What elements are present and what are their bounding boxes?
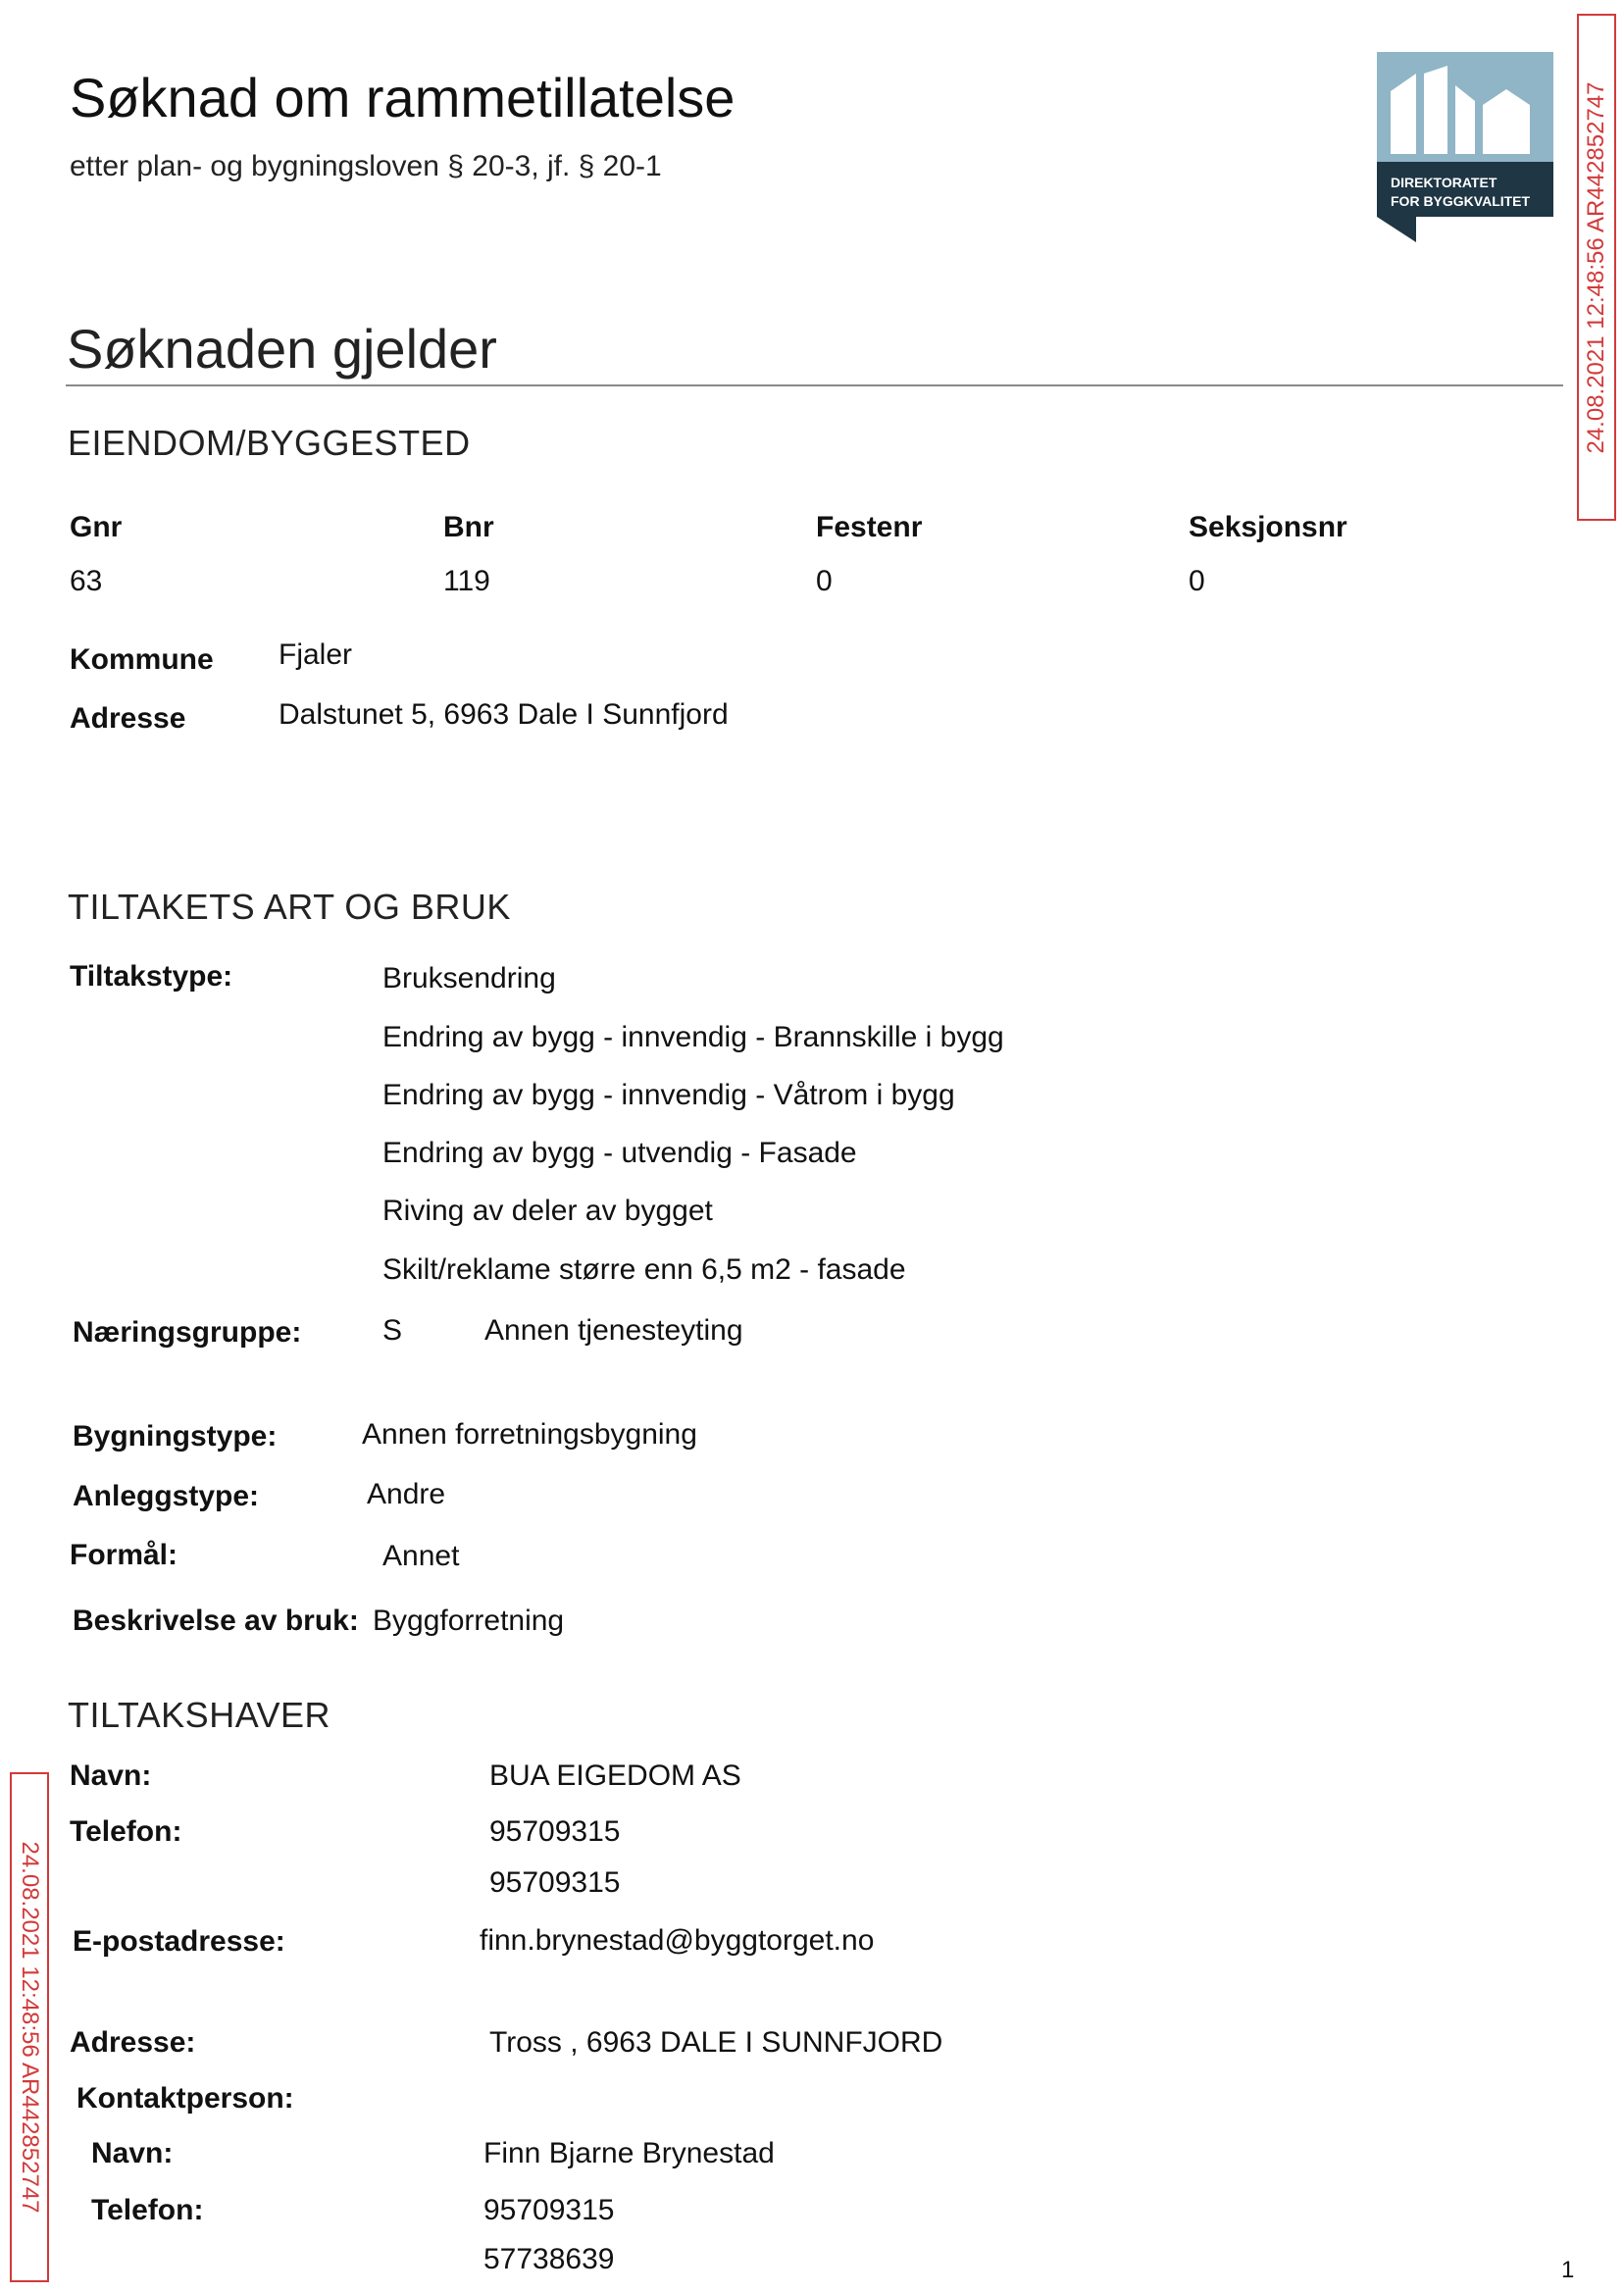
- naeringsgruppe-label: Næringsgruppe:: [73, 1316, 302, 1349]
- festenr-value: 0: [816, 565, 833, 597]
- received-stamp-right: [1577, 14, 1616, 521]
- section-eiendom-heading: EIENDOM/BYGGESTED: [68, 423, 471, 463]
- adresse-label: Adresse:: [70, 2026, 196, 2059]
- gnr-label: Gnr: [70, 511, 123, 543]
- epost-label: E-postadresse:: [73, 1925, 285, 1958]
- navn-value: BUA EIGEDOM AS: [489, 1759, 741, 1792]
- epost-value: finn.brynestad@byggtorget.no: [480, 1924, 875, 1957]
- tiltakstype-item: Skilt/reklame større enn 6,5 m2 - fasade: [382, 1253, 906, 1286]
- stamp-text: 24.08.2021 12:48:56 AR442852747: [17, 1841, 43, 2214]
- kontaktperson-label: Kontaktperson:: [76, 2082, 294, 2115]
- tiltakstype-item: Endring av bygg - utvendig - Fasade: [382, 1137, 857, 1169]
- tiltakstype-label: Tiltakstype:: [70, 960, 233, 993]
- adresse-value: Tross , 6963 DALE I SUNNFJORD: [489, 2026, 943, 2059]
- page-number: 1: [1561, 2257, 1575, 2283]
- beskrivelse-value: Byggforretning: [373, 1605, 565, 1637]
- navn-label: Navn:: [70, 1759, 152, 1792]
- section-tiltak-heading: TILTAKETS ART OG BRUK: [68, 887, 511, 927]
- section-main-heading: Søknaden gjelder: [67, 318, 497, 380]
- beskrivelse-label: Beskrivelse av bruk:: [73, 1605, 359, 1637]
- seksjonsnr-label: Seksjonsnr: [1189, 511, 1347, 543]
- bygningstype-label: Bygningstype:: [73, 1420, 278, 1453]
- seksjonsnr-value: 0: [1189, 565, 1205, 597]
- anleggstype-label: Anleggstype:: [73, 1480, 260, 1512]
- svg-text:DIREKTORATET: DIREKTORATET: [1391, 175, 1497, 190]
- tiltakstype-item: Riving av deler av bygget: [382, 1195, 713, 1227]
- received-stamp-left: [10, 1772, 49, 2282]
- svg-text:FOR BYGGKVALITET: FOR BYGGKVALITET: [1391, 193, 1531, 209]
- bnr-label: Bnr: [443, 511, 494, 543]
- bygningstype-value: Annen forretningsbygning: [362, 1418, 697, 1451]
- dibk-logo-icon: [1377, 52, 1553, 242]
- kommune-label: Kommune: [70, 643, 214, 676]
- kontaktperson-telefon-value: 95709315: [483, 2194, 615, 2226]
- adresse-label: Adresse: [70, 702, 186, 735]
- page-subtitle: etter plan- og bygningsloven § 20-3, jf. § 20-1: [70, 150, 662, 182]
- stamp-text: 24.08.2021 12:48:56 AR442852747: [1583, 80, 1609, 454]
- kontaktperson-navn-value: Finn Bjarne Brynestad: [483, 2137, 775, 2169]
- section-tiltakshaver-heading: TILTAKSHAVER: [68, 1695, 331, 1735]
- kontaktperson-telefon-label: Telefon:: [91, 2194, 204, 2226]
- telefon-value: 95709315: [489, 1815, 621, 1848]
- anleggstype-value: Andre: [367, 1478, 446, 1510]
- dibk-logo: [1377, 52, 1553, 242]
- kontaktperson-telefon-value-2: 57738639: [483, 2243, 615, 2275]
- telefon-value-2: 95709315: [489, 1866, 621, 1899]
- telefon-label: Telefon:: [70, 1815, 182, 1848]
- festenr-label: Festenr: [816, 511, 923, 543]
- naeringsgruppe-code: S: [382, 1314, 403, 1347]
- kommune-value: Fjaler: [279, 638, 353, 671]
- gnr-value: 63: [70, 565, 103, 597]
- tiltakstype-item: Endring av bygg - innvendig - Brannskille i bygg: [382, 1021, 1004, 1053]
- tiltakstype-item: Bruksendring: [382, 962, 556, 994]
- kontaktperson-navn-label: Navn:: [91, 2137, 174, 2169]
- tiltakstype-item: Endring av bygg - innvendig - Våtrom i bygg: [382, 1079, 955, 1111]
- heading-divider: [66, 384, 1563, 386]
- formal-label: Formål:: [70, 1539, 178, 1571]
- bnr-value: 119: [443, 565, 490, 597]
- naeringsgruppe-value: Annen tjenesteyting: [484, 1314, 743, 1347]
- adresse-value: Dalstunet 5, 6963 Dale I Sunnfjord: [279, 698, 729, 731]
- formal-value: Annet: [382, 1540, 460, 1572]
- page-title: Søknad om rammetillatelse: [70, 67, 736, 128]
